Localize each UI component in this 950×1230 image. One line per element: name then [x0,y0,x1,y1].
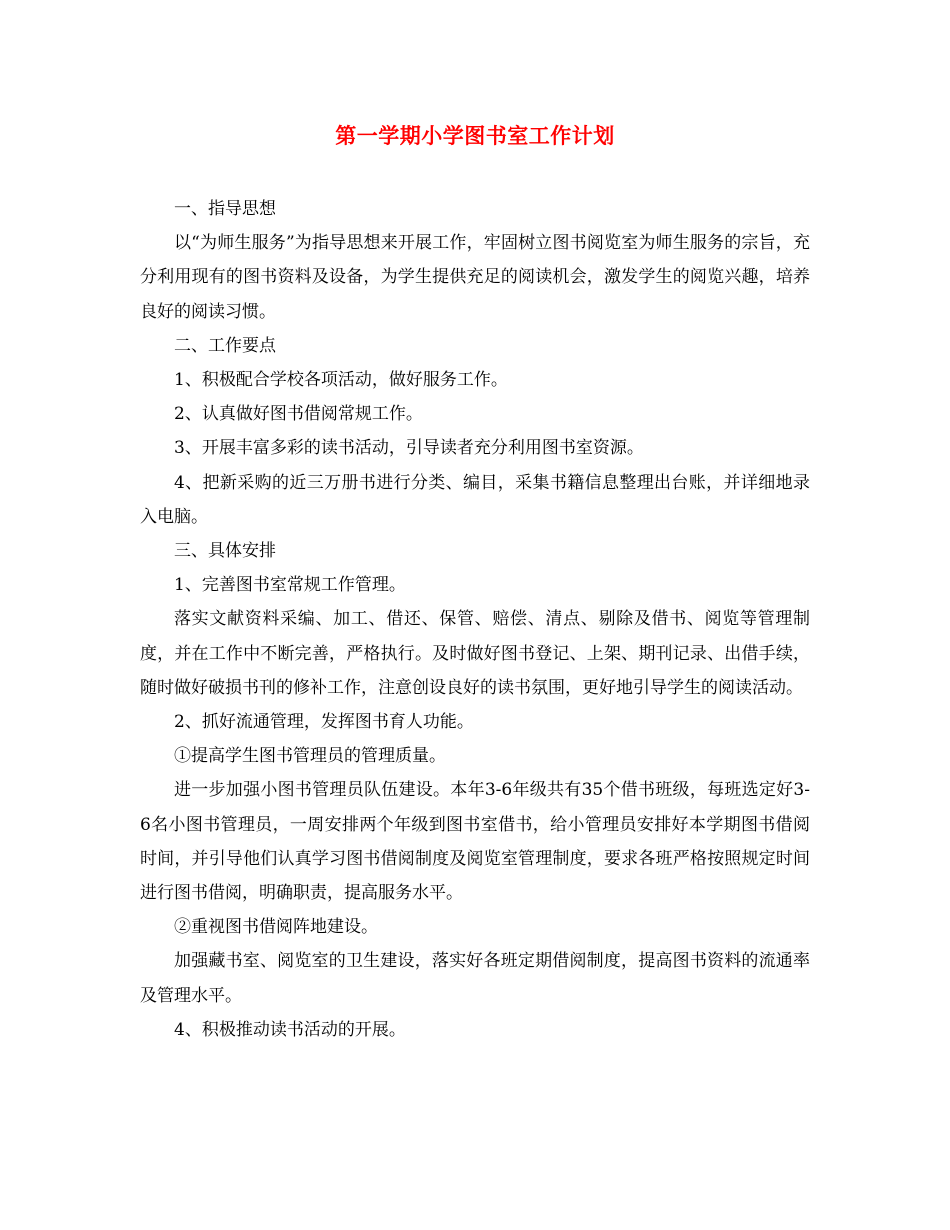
paragraph-librarian-team: 进一步加强小图书管理员队伍建设。本年3-6年级共有35个借书班级，每班选定好3-6名小图书管理员，一周安排两个年级到图书室借书，给小管理员安排好本学期图书借阅时间，并引导他们认真学习图书借阅制度及阅览室管理制度，要求各班严格按照规定时间进行图书借阅，明确职责，提高服务水平。 [140,780,810,904]
sub-item-borrowing-base: ②重视图书借阅阵地建设。 [174,917,378,938]
document-title: 第一学期小学图书室工作计划 [335,123,615,148]
work-point-item-3: 3、开展丰富多彩的读书活动，引导读者充分利用图书室资源。 [174,438,644,459]
section-heading-work-points: 二、工作要点 [174,335,276,356]
section-heading-guiding-thought: 一、指导思想 [174,199,276,219]
paragraph-hygiene: 加强藏书室、阅览室的卫生建设，落实好各班定期借阅制度，提高图书资料的流通率及管理水平。 [140,951,810,1006]
section-heading-arrangements: 三、具体安排 [174,541,276,562]
arrangement-item-2: 2、抓好流通管理，发挥图书育人功能。 [174,712,474,733]
arrangement-item-1: 1、完善图书室常规工作管理。 [174,575,406,596]
paragraph-management-rules: 落实文献资料采编、加工、借还、保管、赔偿、清点、剔除及借书、阅览等管理制度，并在工作中不断完善，严格执行。及时做好图书登记、上架、期刊记录、出借手续，随时做好破损书刊的修补工作，注意创设良好的读书氛围，更好地引导学生的阅读活动。 [140,609,810,698]
document-body [140,192,810,1047]
sub-item-librarian-quality: ①提高学生图书管理员的管理质量。 [174,746,446,767]
work-point-item-1: 1、积极配合学校各项活动，做好服务工作。 [174,370,508,391]
work-point-item-2: 2、认真做好图书借阅常规工作。 [174,404,423,425]
arrangement-item-4: 4、积极推动读书活动的开展。 [174,1019,406,1040]
paragraph-guiding-thought: 以“为师生服务”为指导思想来开展工作，牢固树立图书阅览室为师生服务的宗旨，充分利用现有的图书资料及设备，为学生提供充足的阅读机会，激发学生的阅览兴趣，培养良好的阅读习惯。 [140,233,810,322]
work-point-item-4: 4、把新采购的近三万册书进行分类、编目，采集书籍信息整理出台账，并详细地录入电脑。 [140,472,810,527]
